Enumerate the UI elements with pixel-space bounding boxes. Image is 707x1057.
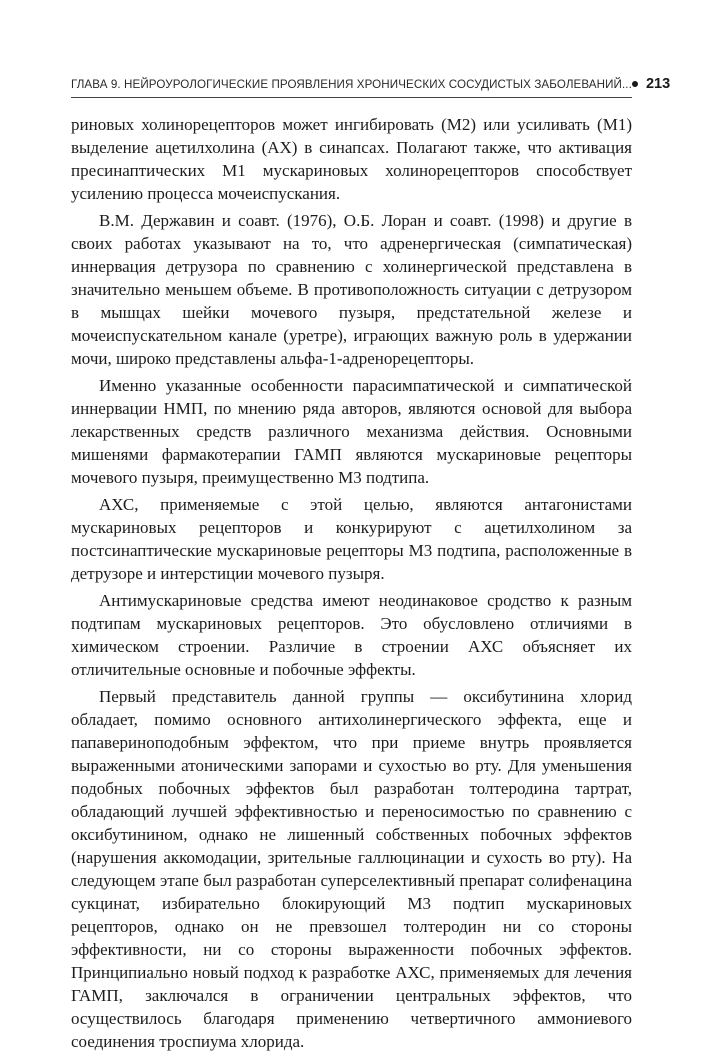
- page-number-group: [632, 76, 670, 92]
- page-number: 213: [645, 76, 671, 92]
- paragraph: В.М. Державин и соавт. (1976), О.Б. Лоран и соавт. (1998) и другие в своих работах указывают на то, что адренергическая (симпатическая) иннервация детрузора по сравнению с холинергической представлена в значительно меньшем объеме. В противоположность ситуации с детрузором в мышцах шейки мочевого пузыря, предстательной железе и мочеиспускательном канале (уретре), играющих важную роль в удержании мочи, широко представлены альфа-1-адренорецепторы.: [71, 211, 632, 368]
- paragraph: риновых холинорецепторов может ингибировать (М2) или усиливать (М1) выделение ацетилхолина (АХ) в синапсах. Полагают также, что активация пресинаптических М1 мускариновых холинорецепторов способствует усилению процесса мочеиспускания.: [71, 115, 632, 203]
- paragraph: Именно указанные особенности парасимпатической и симпатической иннервации НМП, по мнению ряда авторов, являются основой для выбора лекарственных средств различного механизма действия. Основными мишенями фармакотерапии ГАМП являются мускариновые рецепторы мочевого пузыря, преимущественно М3 подтипа.: [71, 376, 632, 487]
- bullet-icon: [632, 81, 638, 87]
- page-header: [71, 76, 671, 98]
- paragraph: АХС, применяемые с этой целью, являются антагонистами мускариновых рецепторов и конкурируют с ацетилхолином за постсинаптические мускариновые рецепторы М3 подтипа, расположенные в детрузоре и интерстиции мочевого пузыря.: [71, 495, 632, 583]
- paragraph: Первый представитель данной группы — оксибутинина хлорид обладает, помимо основного антихолинергического эффекта, еще и папавериноподобным эффектом, что при приеме внутрь проявляется выраженными атоническими запорами и сухостью во рту. Для уменьшения подобных побочных эффектов был разработан толтеродина тартрат, обладающий лучшей эффективностью и переносимостью по сравнению с оксибутинином, однако не лишенный собственных побочных эффектов (нарушения аккомодации, зрительные галлюцинации и сухость во рту). На следующем этапе был разработан суперселективный препарат солифенацина сукцинат, избирательно блокирующий М3 подтип мускариновых рецепторов, однако он не превзошел толтеродин ни со стороны эффективности, ни со стороны выраженности побочных эффектов. Принципиально новый подход к разработке АХС, применяемых для лечения ГАМП, заключался в ограничении центральных эффектов, что осуществилось благодаря применению четвертичного аммониевого соединения троспиума хлорида.: [71, 687, 632, 1051]
- paragraph: Антимускариновые средства имеют неодинаковое сродство к разным подтипам мускариновых рецепторов. Это обусловлено отличиями в химическом строении. Различие в строении АХС объясняет их отличительные основные и побочные эффекты.: [71, 591, 632, 679]
- body-text: [71, 113, 632, 1057]
- running-head: ГЛАВА 9. НЕЙРОУРОЛОГИЧЕСКИЕ ПРОЯВЛЕНИЯ ХРОНИЧЕСКИХ СОСУДИСТЫХ ЗАБОЛЕВАНИЙ...: [71, 77, 632, 91]
